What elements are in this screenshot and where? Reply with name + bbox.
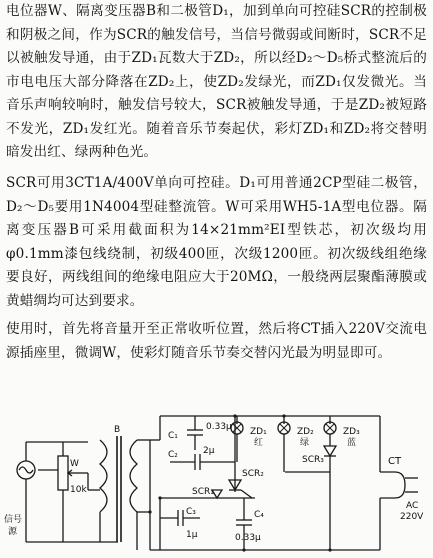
label-c4-value: 0.33μ [235,533,261,543]
paragraph-1: 电位器W、隔离变压器B和二极管D₁，加到单向可控硅SCR的控制极和阴极之间，作为SCR的触发信号，当信号微弱或间断时，SCR不足以被触发导通，由于ZD₁瓦数大于ZD₂，所以经D₂～D₅桥式整流后的市电电压大部分降落在ZD₂上，使ZD₂发绿光，而ZD₁仅发微光。当音乐声响较响时，触发信号较大，SCR被触发导通，于是ZD₂被短路不发光，ZD₁发红光。随着音乐节奏起伏，彩灯ZD₁和ZD₂将交替明暗发出红、绿两种色光。 [6,3,427,160]
ct-plug [380,472,405,498]
label-source-b: 源 [8,527,18,537]
label-scr1: SCR₁ [192,487,214,497]
paragraph-3 [6,318,427,365]
label-c1: C₁ [168,431,178,441]
label-c4: C₄ [254,510,264,520]
label-ac: AC [406,501,419,511]
label-source-a: 信号 [4,515,23,525]
label-c2: C₂ [168,450,178,460]
paragraph-2 [6,172,427,313]
label-w-value: 10k [70,485,87,495]
potentiometer-w [58,456,68,490]
label-zd2-color: 绿 [300,438,310,448]
label-ac-voltage: 220V [400,512,424,522]
label-ct: CT [388,456,402,467]
label-zd2: ZD₂ [297,427,314,437]
label-c3-value: 1μ [186,530,198,540]
label-transformer-b: B [114,425,121,435]
label-c1-value: 0.33μ [206,422,232,432]
label-c2-value: 2μ [203,446,215,456]
sine-wave-icon [19,467,33,473]
circuit-diagram [0,372,433,558]
label-zd3: ZD₃ [343,427,360,437]
transformer-secondary [130,440,137,512]
label-w: W [70,459,79,469]
label-zd1-color: 红 [254,438,264,448]
label-scr2: SCR₂ [242,469,264,479]
paragraph-3-text: 使用时，首先将音量开至正常收听位置，然后将CT插入220V交流电源插座里，微调W，使彩灯随音乐节奏交替闪光最为明显即可。 [6,321,427,361]
transformer-primary [100,440,107,512]
label-c3: C₃ [186,507,196,517]
label-scr3: SCR₃ [302,455,324,465]
label-zd3-color: 蓝 [347,438,357,448]
label-zd1: ZD₁ [250,427,267,437]
paragraph-2-text: SCR可用3CT1A/400V单向可控硅。D₁可用普通2CP型硅二极管，D₂～D₅要用1N4004型硅整流管。W可采用WH5-1A型电位器。隔离变压器B可采用截面积为14×21mm²EI型铁芯，初次级均用φ0.1mm漆包线绕制，初级400匝，次级1200匝。初次级线组绝缘要良好，两线组间的绝缘电阻应大于20MΩ，一般绕两层聚酯薄膜或黄蜡绸均可达到要求。 [6,175,427,309]
scr3-symbol [324,446,336,456]
